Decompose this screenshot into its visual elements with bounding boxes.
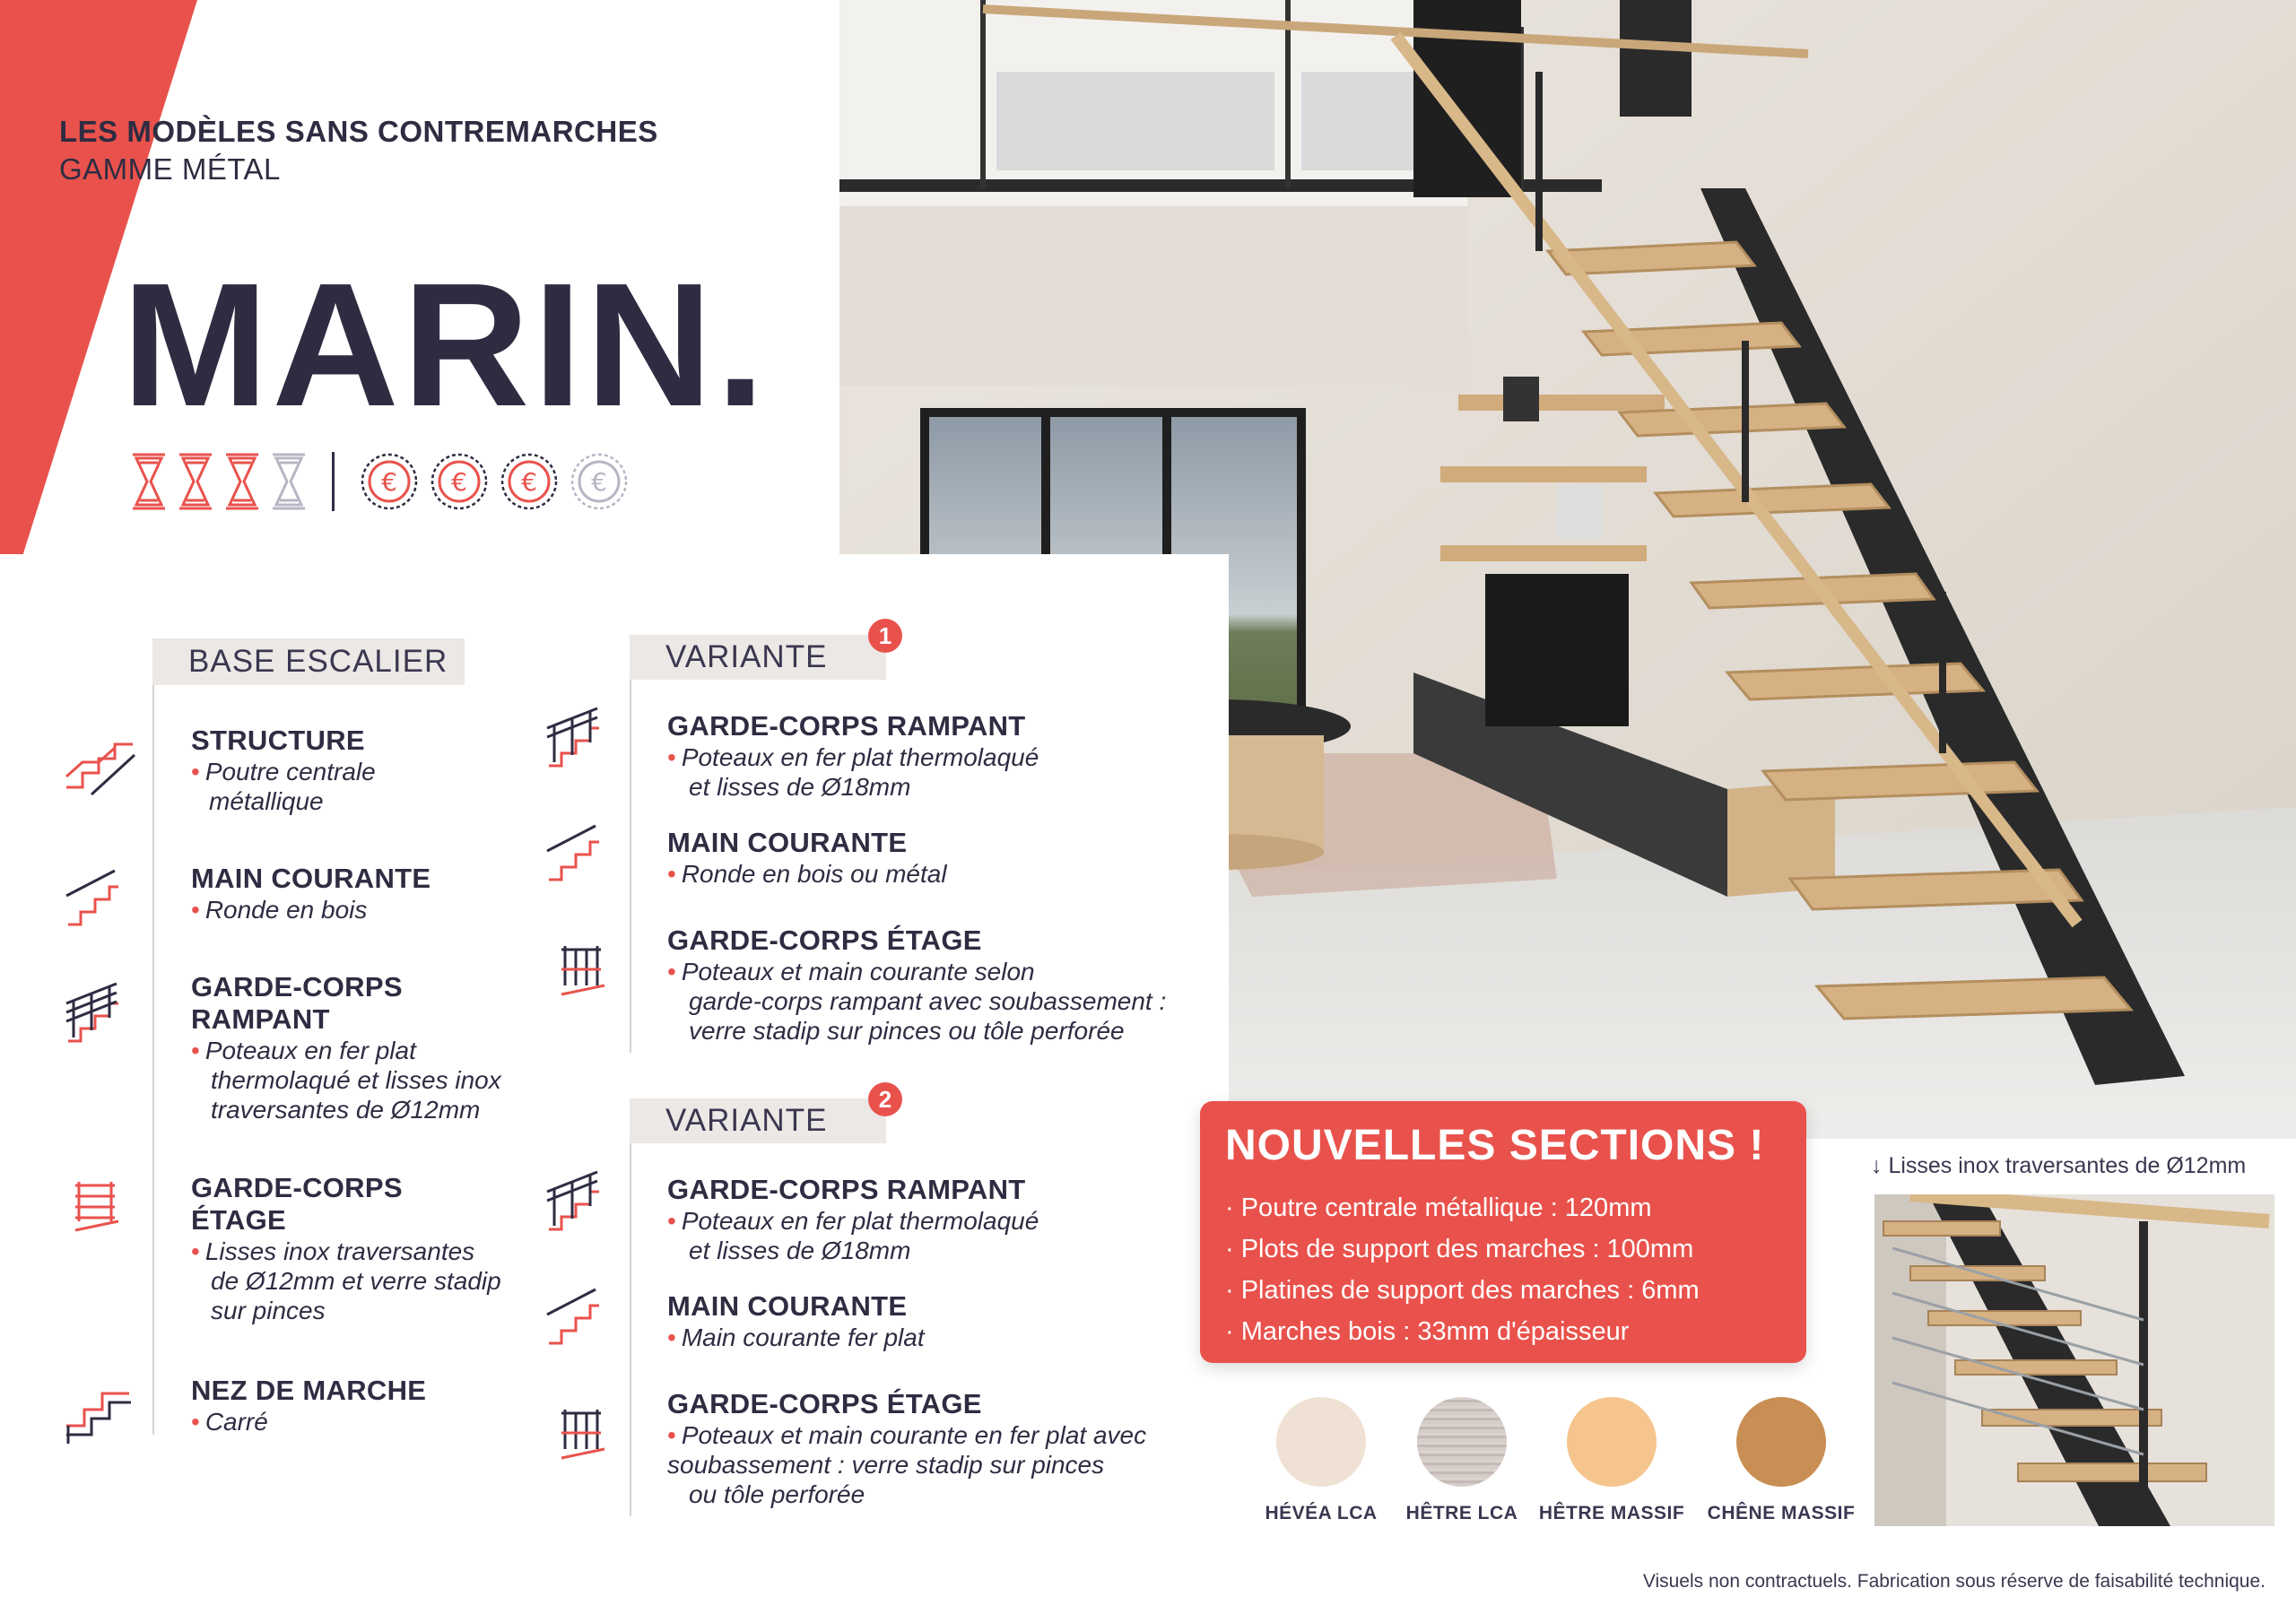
footer-disclaimer: Visuels non contractuels. Fabrication sous réserve de faisabilité technique. [1642,1571,2266,1592]
svg-text:€: € [381,467,397,497]
variant2-item-handrail [667,1290,925,1352]
finish-hetre-massif [1522,1397,1701,1524]
landing-railing-icon [74,1182,120,1232]
list-item: · Marches bois : 33mm d'épaisseur [1225,1311,1700,1352]
euro-coin-icon-empty [570,452,629,511]
stair-railing-icon [545,1170,603,1233]
base-item-stair-railing [191,971,501,1124]
item-desc: • Ronde en bois [191,896,368,924]
item-desc: • Poteaux et main courante en fer plat avec soubassement : verre stadip sur pinces ou tôle perforée [667,1421,1147,1508]
svg-text:€: € [451,467,467,497]
variant2-divider [630,1143,631,1516]
variant2-item-landing-railing [667,1388,1146,1509]
euro-coin-icon [430,452,489,511]
item-title: GARDE-CORPS ÉTAGE [667,924,982,956]
item-desc: • Poutre centrale métallique [191,758,376,815]
new-sections-box [1200,1101,1806,1363]
list-item: · Poutre centrale métallique : 120mm [1225,1187,1700,1228]
stair-railing-icon [65,982,122,1045]
railing-detail-photo [1874,1194,2274,1526]
item-title: GARDE-CORPS RAMPANT [191,971,403,1035]
finish-label: HÊTRE MASSIF [1538,1503,1685,1523]
list-item: · Plots de support des marches : 100mm [1225,1228,1700,1270]
item-desc: • Poteaux en fer plat thermolaqué et lisses inox traversantes de Ø12mm [191,1037,501,1124]
variant1-item-handrail [667,827,947,889]
base-divider [152,685,154,1435]
stair-structure-icon [65,733,136,796]
hourglass-icon [131,452,167,511]
hourglass-icon [224,452,260,511]
finish-label: CHÊNE MASSIF [1707,1503,1856,1523]
variant1-item-stair-railing [667,710,1039,802]
rating-separator [332,452,335,511]
item-title: MAIN COURANTE [667,827,908,858]
finish-swatch [1736,1397,1826,1487]
variant1-item-landing-railing [667,924,1166,1046]
base-item-stair-nose [191,1375,426,1436]
finish-swatch [1567,1397,1657,1487]
item-desc: • Poteaux en fer plat thermolaqué et lisses de Ø18mm [667,743,1039,801]
item-title: GARDE-CORPS RAMPANT [667,1174,1026,1205]
item-title: GARDE-CORPS ÉTAGE [667,1388,982,1419]
item-title: GARDE-CORPS RAMPANT [667,710,1026,742]
item-title: NEZ DE MARCHE [191,1375,427,1406]
hourglass-icon [178,452,213,511]
item-title: GARDE-CORPS ÉTAGE [191,1172,403,1236]
item-title: MAIN COURANTE [191,863,431,894]
finish-swatch [1276,1397,1366,1487]
landing-railing-icon [560,946,606,996]
item-desc: • Main courante fer plat [667,1324,925,1351]
range-heading [59,113,658,188]
variant2-badge: 2 [868,1082,902,1116]
base-item-landing-railing [191,1172,501,1325]
handrail-icon [545,820,603,883]
finish-swatch [1417,1397,1507,1487]
variant1-badge: 1 [868,619,902,653]
finish-label: HÊTRE LCA [1405,1503,1518,1523]
finish-chene-massif [1692,1397,1871,1524]
euro-coin-icon [500,452,559,511]
variant1-tag: VARIANTE [630,635,886,680]
item-desc: • Poteaux et main courante selon garde-corps rampant avec soubassement : verre stadip sur pinces ou tôle perforée [667,958,1167,1045]
landing-railing-icon [560,1410,606,1460]
item-title: MAIN COURANTE [667,1290,908,1322]
finish-label: HÉVÉA LCA [1265,1503,1378,1523]
stair-railing-icon [545,707,603,769]
base-item-handrail [191,863,430,924]
range-line-2: GAMME MÉTAL [59,152,281,186]
stair-nose-icon [65,1390,133,1445]
variant2-tag: VARIANTE [630,1098,886,1143]
item-desc: • Lisses inox traversantes de Ø12mm et verre stadip sur pinces [191,1237,501,1324]
svg-text:€: € [591,467,607,497]
handrail-icon [545,1284,603,1347]
variant2-item-stair-railing [667,1174,1039,1265]
handrail-icon [65,865,122,928]
new-sections-list [1225,1187,1700,1352]
variant1-divider [630,680,631,1053]
thumbnail-caption: ↓ Lisses inox traversantes de Ø12mm [1871,1153,2247,1178]
range-line-1: LES MODÈLES SANS CONTREMARCHES [59,115,658,148]
svg-text:€: € [521,467,537,497]
new-sections-title: NOUVELLES SECTIONS ! [1225,1122,1765,1169]
item-desc: • Ronde en bois ou métal [667,860,947,888]
item-desc: • Carré [191,1408,268,1436]
list-item: · Platines de support des marches : 6mm [1225,1270,1700,1311]
base-tag: BASE ESCALIER [152,638,465,685]
item-desc: • Poteaux en fer plat thermolaqué et lisses de Ø18mm [667,1207,1039,1264]
euro-coin-icon [360,452,419,511]
base-item-structure [191,725,376,816]
hourglass-icon-empty [271,452,307,511]
rating-row [131,451,629,512]
item-title: STRUCTURE [191,725,365,756]
page-title: MARIN. [122,247,769,443]
